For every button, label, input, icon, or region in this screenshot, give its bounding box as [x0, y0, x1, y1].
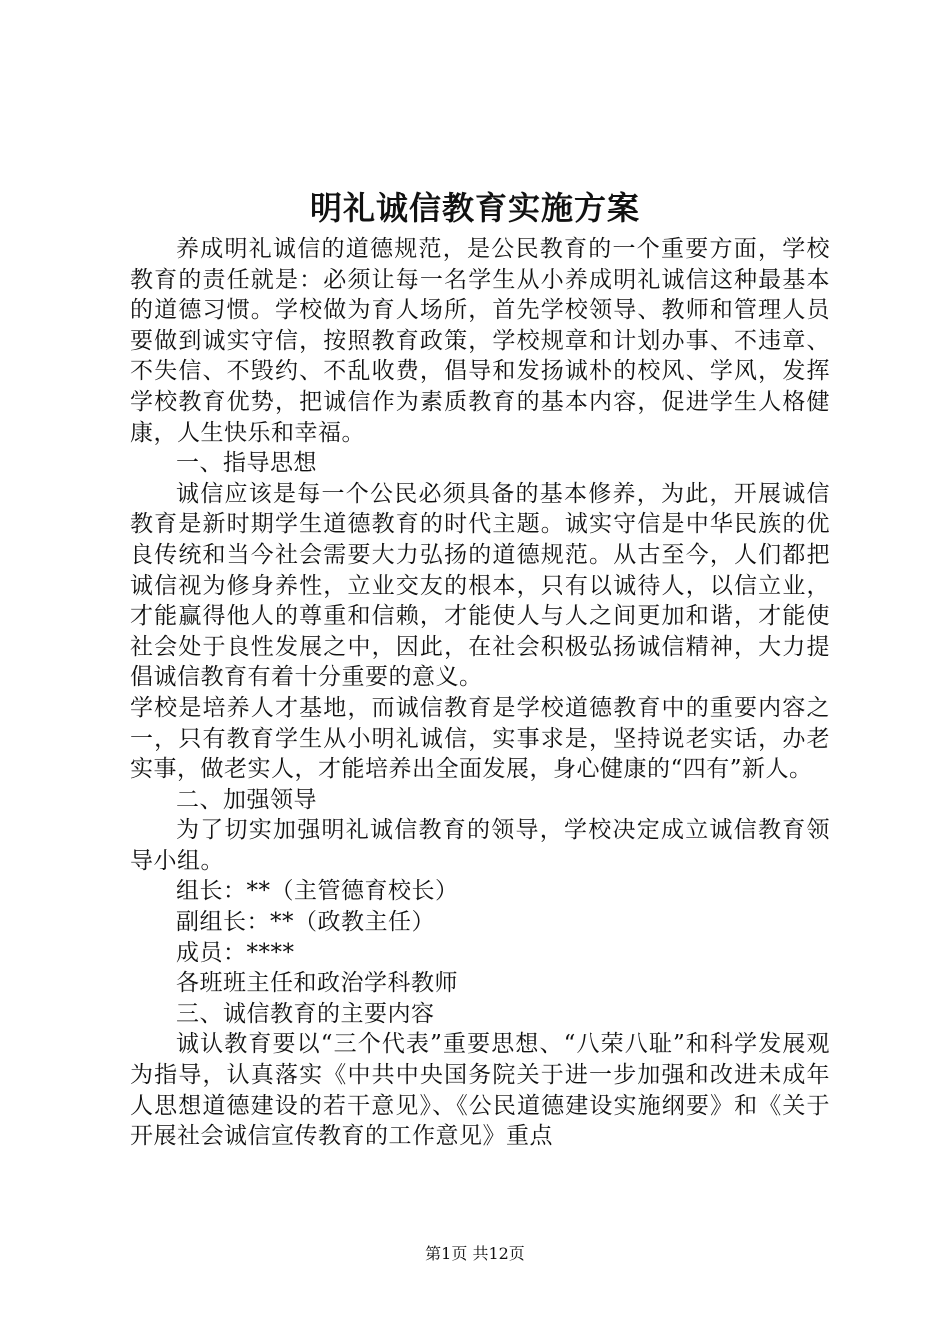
paragraph-school-role: 学校是培养人才基地，而诚信教育是学校道德教育中的重要内容之一，只有教育学生从小明礼诚信，实事求是，坚持说老实话，办老实事，做老实人，才能培养出全面发展，身心健康的“四有”新人。	[130, 694, 830, 783]
document-title: 明礼诚信教育实施方案	[309, 189, 640, 227]
deputy-leader-line: 副组长：**（政教主任）	[176, 909, 435, 936]
paragraph-main-content: 诚认教育要以“三个代表”重要思想、“八荣八耻”和科学发展观为指导，认真落实《中共中央国务院关于进一步加强和改进未成年人思想道德建设的若干意见》、《公民道德建设实施纲要》和《关于开展社会诚信宣传教育的工作意见》重点	[130, 1031, 830, 1150]
leader-line: 组长：**（主管德育校长）	[176, 878, 459, 905]
members-detail-line: 各班班主任和政治学科教师	[176, 970, 458, 997]
heading-leadership: 二、加强领导	[176, 786, 317, 813]
paragraph-leadership: 为了切实加强明礼诚信教育的领导，学校决定成立诚信教育领导小组。	[130, 817, 830, 874]
paragraph-intro: 养成明礼诚信的道德规范，是公民教育的一个重要方面，学校教育的责任就是：必须让每一名学生从小养成明礼诚信这种最基本的道德习惯。学校做为育人场所，首先学校领导、教师和管理人员要做到诚实守信，按照教育政策，学校规章和计划办事、不违章、不失信、不毁约、不乱收费，倡导和发扬诚朴的校风、学风，发挥学校教育优势，把诚信作为素质教育的基本内容，促进学生人格健康，人生快乐和幸福。	[130, 236, 830, 446]
page-footer: 第1页 共12页	[425, 1244, 525, 1263]
paragraph-guiding-thought: 诚信应该是每一个公民必须具备的基本修养，为此，开展诚信教育是新时期学生道德教育的时代主题。诚实守信是中华民族的优良传统和当今社会需要大力弘扬的道德规范。从古至今，人们都把诚信视为修身养性，立业交友的根本，只有以诚待人，以信立业，才能赢得他人的尊重和信赖，才能使人与人之间更加和谐，才能使社会处于良性发展之中，因此，在社会积极弘扬诚信精神，大力提倡诚信教育有着十分重要的意义。	[130, 480, 830, 691]
heading-main-content: 三、诚信教育的主要内容	[176, 1000, 435, 1027]
heading-guiding-thought: 一、指导思想	[176, 450, 317, 477]
members-line: 成员：****	[176, 939, 295, 966]
document-body	[130, 234, 830, 1152]
